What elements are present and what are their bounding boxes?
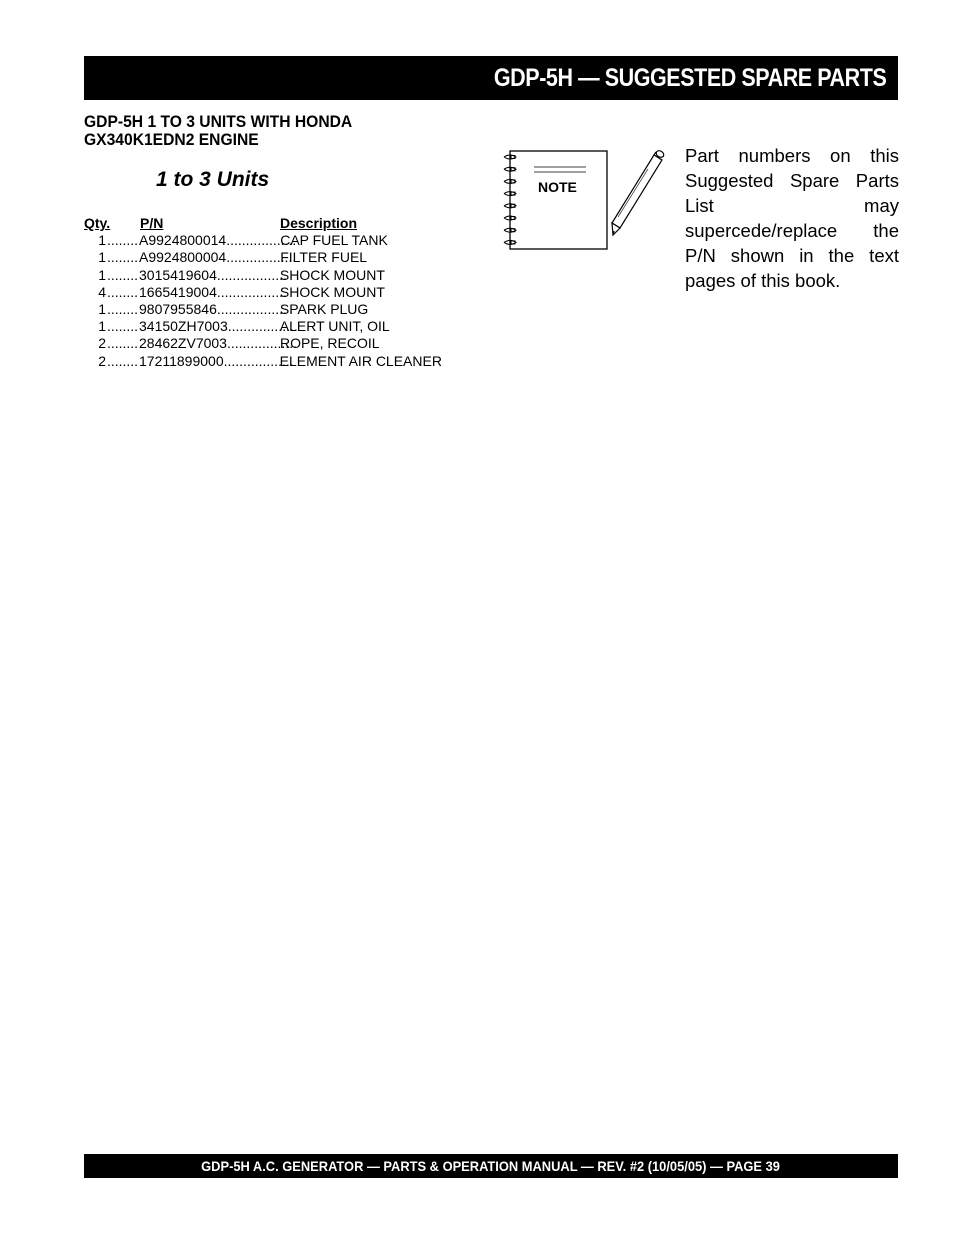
note-text: Part numbers on this Suggested Spare Parts List may supercede/replace the P/N shown in the text pages of this book. xyxy=(685,145,899,291)
dot-leader: .................. xyxy=(223,352,294,369)
table-row xyxy=(84,232,464,249)
dot-leader: ........ xyxy=(106,232,139,249)
spare-parts-table xyxy=(84,215,464,370)
dot-leader: .................. xyxy=(226,335,297,352)
part-number-cell: 17211899000 xyxy=(139,352,224,369)
units-subtitle: 1 to 3 Units xyxy=(156,168,270,191)
dot-leader: .................. xyxy=(227,318,298,335)
dot-leader: ........ xyxy=(106,283,139,300)
description-cell: FILTER FUEL xyxy=(280,249,368,266)
table-row xyxy=(84,318,464,335)
qty-cell: 1 xyxy=(98,301,106,318)
section-title xyxy=(84,113,352,149)
page-title: GDP-5H — SUGGESTED SPARE PARTS xyxy=(493,63,886,92)
dot-leader: ........ xyxy=(106,266,139,283)
dot-leader: .................. xyxy=(226,232,297,249)
table-row xyxy=(84,249,464,266)
table-row xyxy=(84,284,464,301)
description-cell: SHOCK MOUNT xyxy=(279,266,385,283)
table-row xyxy=(84,267,464,284)
table-row xyxy=(84,353,464,370)
dot-leader: ........ xyxy=(106,301,139,318)
description-cell: ROPE, RECOIL xyxy=(279,335,380,352)
pn-column-header: P/N xyxy=(140,215,164,231)
qty-cell: 4 xyxy=(98,283,106,300)
section-title-line-2: GX340K1EDN2 ENGINE xyxy=(84,130,259,149)
page-header-bar xyxy=(84,56,898,100)
part-number-cell: 34150ZH7003 xyxy=(139,318,228,335)
qty-cell: 1 xyxy=(98,266,106,283)
note-graphic xyxy=(498,145,670,255)
notepad-icon xyxy=(498,145,670,255)
description-cell: ELEMENT AIR CLEANER xyxy=(279,352,442,369)
part-number-cell: 9807955846 xyxy=(139,301,217,318)
table-row xyxy=(84,335,464,352)
part-number-cell: 28462ZV7003 xyxy=(139,335,227,352)
note-label: NOTE xyxy=(538,179,577,195)
dot-leader: .................. xyxy=(226,249,297,266)
dot-leader: ........ xyxy=(106,318,139,335)
description-cell: SHOCK MOUNT xyxy=(279,283,385,300)
qty-cell: 1 xyxy=(98,249,106,266)
description-cell: SPARK PLUG xyxy=(279,301,369,318)
part-number-cell: 1665419004 xyxy=(139,283,217,300)
section-title-line-1: GDP-5H 1 TO 3 UNITS WITH HONDA xyxy=(84,112,353,131)
dot-leader: .................. xyxy=(216,283,287,300)
footer-text: GDP-5H A.C. GENERATOR — PARTS & OPERATION MANUAL — REV. #2 (10/05/05) — PAGE 39 xyxy=(201,1158,781,1174)
part-number-cell: A9924800004 xyxy=(139,249,227,266)
qty-cell: 2 xyxy=(98,335,106,352)
qty-cell: 2 xyxy=(98,352,106,369)
description-cell: ALERT UNIT, OIL xyxy=(279,318,390,335)
description-column-header: Description xyxy=(280,215,358,231)
dot-leader: .................. xyxy=(216,301,287,318)
dot-leader: .................. xyxy=(216,266,287,283)
table-row xyxy=(84,301,464,318)
qty-column-header: Qty. xyxy=(84,215,111,231)
qty-cell: 1 xyxy=(98,232,106,249)
part-number-cell: 3015419604 xyxy=(139,266,217,283)
qty-cell: 1 xyxy=(98,318,106,335)
table-header-row xyxy=(84,215,464,232)
description-cell: CAP FUEL TANK xyxy=(280,232,388,249)
dot-leader: ........ xyxy=(106,335,139,352)
part-number-cell: A9924800014 xyxy=(139,232,227,249)
dot-leader: ........ xyxy=(106,352,139,369)
page-footer-bar xyxy=(84,1154,898,1178)
dot-leader: ........ xyxy=(106,249,139,266)
pencil-icon xyxy=(612,149,665,235)
